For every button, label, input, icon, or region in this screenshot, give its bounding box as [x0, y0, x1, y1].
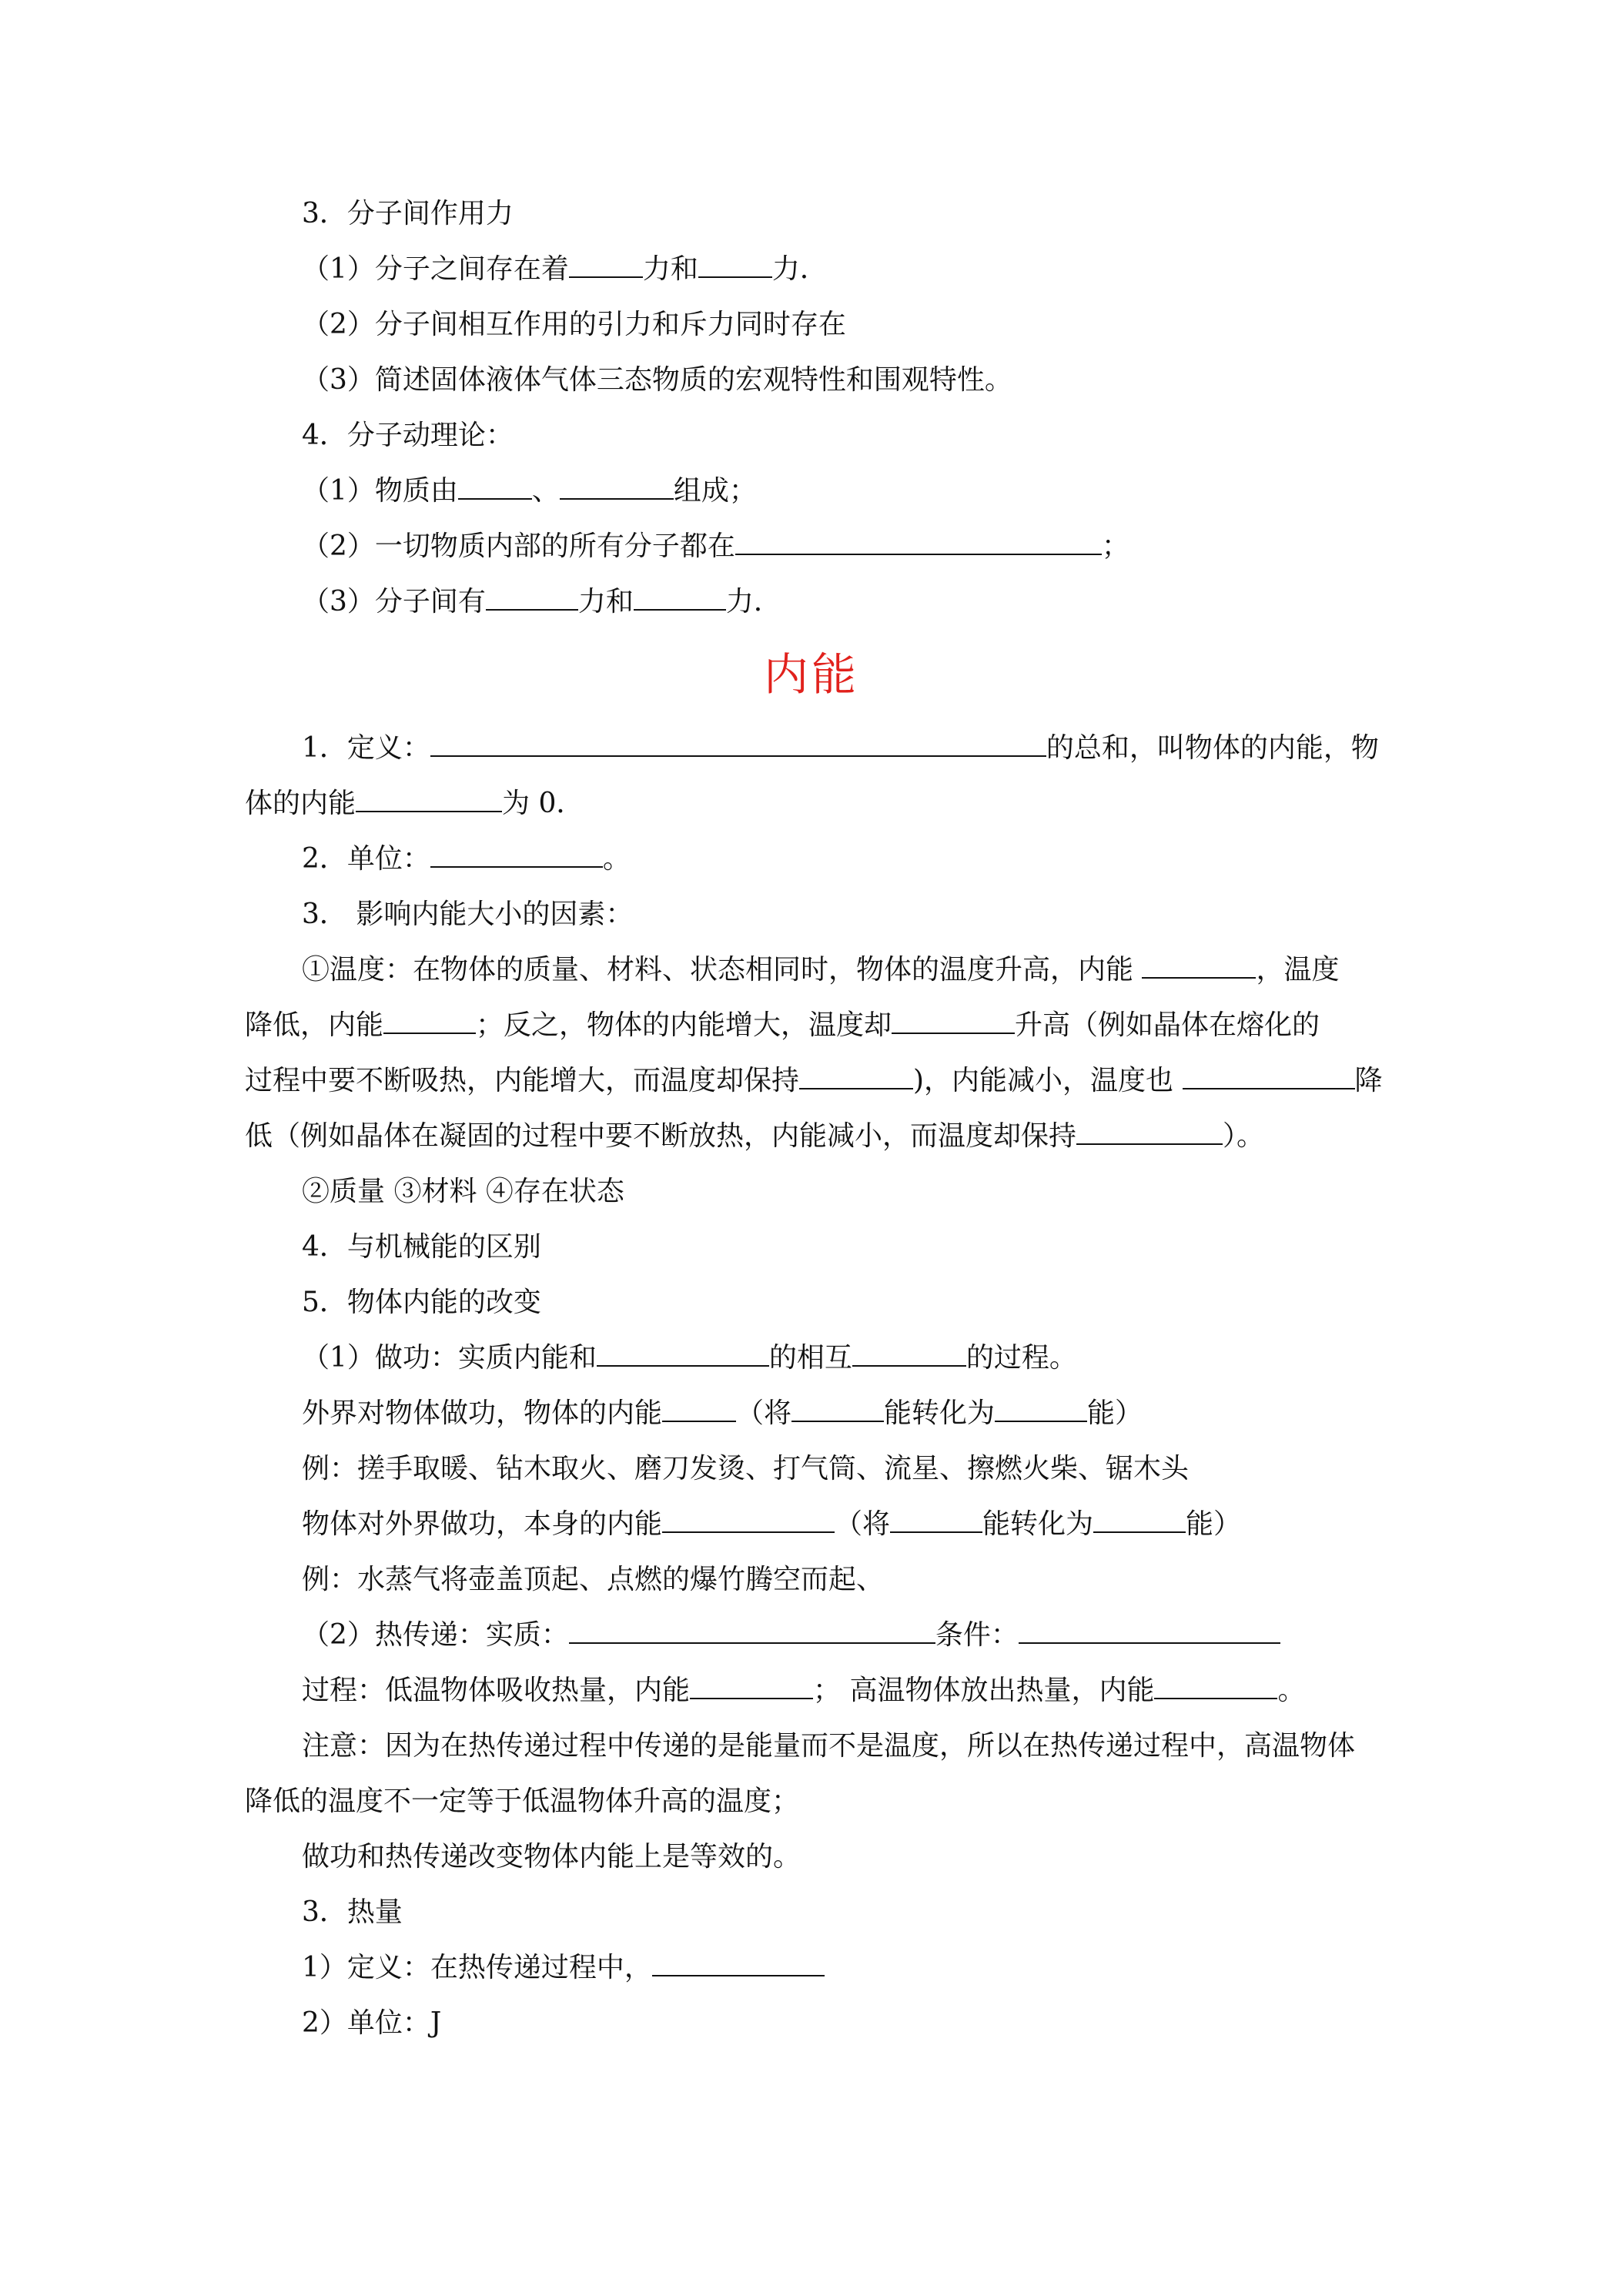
blank: [791, 1397, 884, 1422]
text-line: 过程中要不断吸热，内能增大，而温度却保持 )，内能减小，温度也 降: [245, 1065, 1383, 1096]
text-line: 降低的温度不一定等于低温物体升高的温度；: [245, 1786, 800, 1817]
text-line: （1）物质由 、 组成；: [302, 475, 757, 507]
blank: [995, 1397, 1087, 1422]
blank: [356, 788, 502, 812]
text-line: 外界对物体做功，物体的内能 （将 能转化为 能）: [302, 1397, 1143, 1429]
text-line: 降低，内能 ；反之，物体的内能增大，温度却 升高（例如晶体在熔化的: [245, 1009, 1320, 1041]
blank: [662, 1508, 835, 1533]
text-line: 做功和热传递改变物体内能上是等效的。: [302, 1841, 801, 1873]
blank: [799, 1065, 913, 1089]
text-line: 例：水蒸气将壶盖顶起、点燃的爆竹腾空而起、: [302, 1564, 885, 1595]
blank: [1154, 1675, 1277, 1699]
blank: [690, 1675, 813, 1699]
section-heading: 3．热量: [302, 1896, 403, 1928]
text-line: ①温度：在物体的质量、材料、状态相同时，物体的温度升高，内能 ，温度: [302, 954, 1340, 986]
text-line: 2）单位：J: [302, 2007, 442, 2039]
blank: [1019, 1619, 1280, 1644]
text-line: 过程：低温物体吸收热量，内能 ； 高温物体放出热量，内能 。: [302, 1675, 1306, 1706]
blank: [1076, 1120, 1223, 1145]
blank: [1142, 954, 1256, 979]
blank: [634, 586, 726, 611]
text-line: 1．定义： 的总和，叫物体的内能，物: [302, 732, 1379, 764]
text-line: 5．物体内能的改变: [302, 1287, 541, 1318]
text-line: 体的内能 为 0．: [245, 788, 584, 819]
blank: [569, 1619, 935, 1644]
blank: [892, 1009, 1015, 1034]
blank: [852, 1342, 966, 1367]
text-line: （2）热传递：实质： 条件：: [302, 1617, 1280, 1654]
text-line: 1）定义：在热传递过程中，: [302, 1950, 825, 1986]
text-line: （2）分子间相互作用的引力和斥力同时存在: [302, 309, 846, 340]
blank: [1093, 1508, 1186, 1533]
blank: [890, 1508, 982, 1533]
blank: [458, 475, 532, 500]
text-line: （1）做功：实质内能和 的相互 的过程。: [302, 1342, 1077, 1374]
blank: [1183, 1065, 1355, 1089]
text-line: 3． 影响内能大小的因素：: [302, 899, 634, 930]
text-line: （3）分子间有 力和 力．: [302, 586, 781, 618]
text-line: 物体对外界做功，本身的内能 （将 能转化为 能）: [302, 1508, 1242, 1540]
blank: [569, 253, 643, 278]
blank: [662, 1397, 736, 1422]
text-line: ②质量 ③材料 ④存在状态: [302, 1176, 624, 1207]
section-heading: 3．分子间作用力: [302, 198, 514, 229]
blank: [652, 1952, 825, 1976]
blank: [486, 586, 578, 611]
text-line: （2）一切物质内部的所有分子都在 ；: [302, 530, 1129, 562]
text-line: 4．与机械能的区别: [302, 1231, 541, 1263]
section-heading: 4．分子动理论：: [302, 420, 514, 451]
blank: [430, 732, 1046, 757]
text-line: 低（例如晶体在凝固的过程中要不断放热，内能减小，而温度却保持 ）。: [245, 1120, 1265, 1152]
blank: [735, 530, 1102, 555]
blank: [597, 1342, 769, 1367]
page-title: 内能: [763, 648, 859, 701]
text-line: （3）简述固体液体气体三态物质的宏观特性和围观特性。: [302, 364, 1012, 396]
blank: [698, 253, 772, 278]
text-line: 2．单位： 。: [302, 843, 631, 875]
text-line: 注意：因为在热传递过程中传递的是能量而不是温度，所以在热传递过程中，高温物体: [302, 1730, 1356, 1762]
blank: [383, 1009, 476, 1034]
blank: [430, 843, 603, 868]
text-line: （1）分子之间存在着 力和 力．: [302, 253, 828, 285]
text-line: 例：搓手取暖、钻木取火、磨刀发烫、打气筒、流星、擦燃火柴、锯木头: [302, 1453, 1190, 1484]
blank: [560, 475, 674, 500]
